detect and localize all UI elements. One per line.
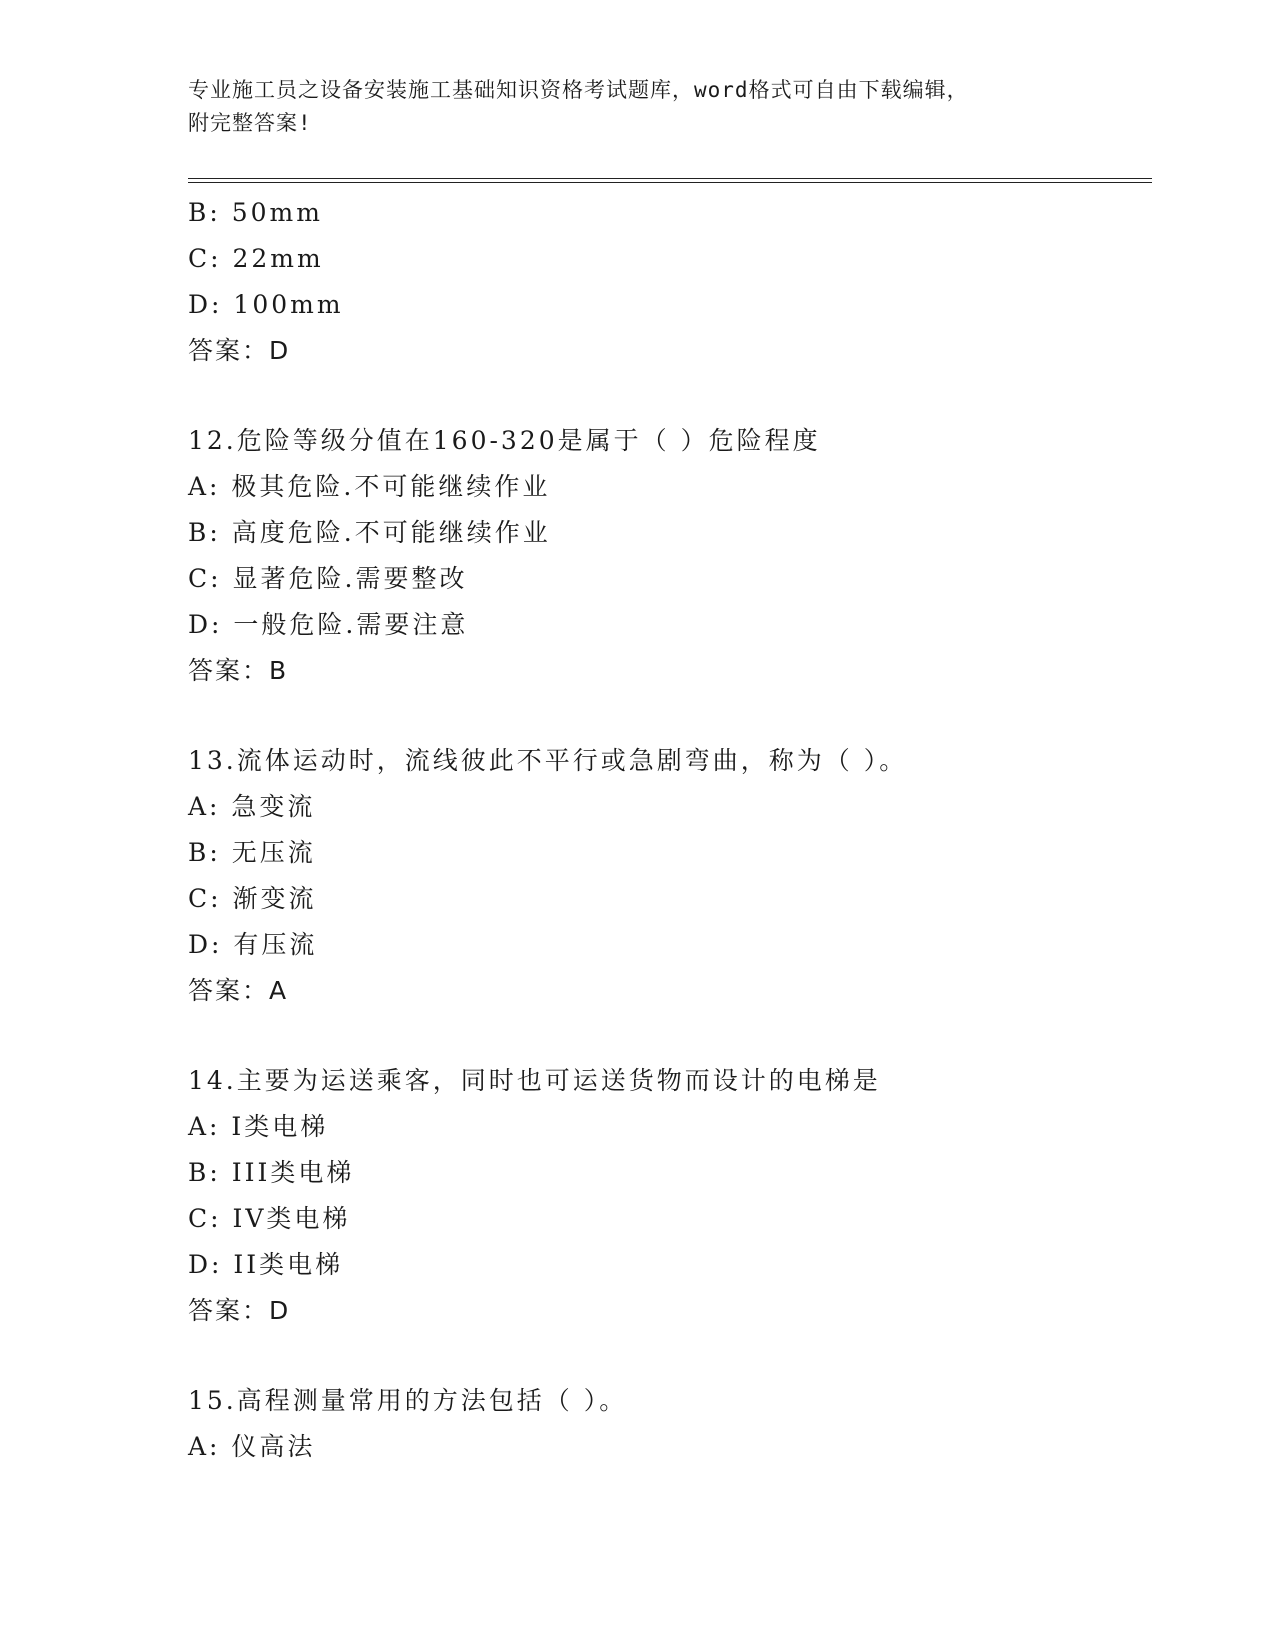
option-a: A: 仪高法 xyxy=(188,1432,316,1461)
answer-line: 答案：D xyxy=(188,1296,291,1325)
header-divider-bottom xyxy=(188,182,1152,183)
option-a: A: I类电梯 xyxy=(188,1112,329,1141)
question-13 xyxy=(188,738,1148,1014)
spacer xyxy=(188,694,1148,738)
option-c: C: 22mm xyxy=(188,244,324,273)
option-b: B: III类电梯 xyxy=(188,1158,355,1187)
option-a: A: 急变流 xyxy=(188,792,316,821)
spacer xyxy=(188,1014,1148,1058)
question-14 xyxy=(188,1058,1148,1334)
question-11-partial xyxy=(188,190,1148,374)
option-c: C: 渐变流 xyxy=(188,884,317,913)
option-d: D: 有压流 xyxy=(188,930,318,959)
question-list xyxy=(188,190,1148,1470)
option-b: B: 50mm xyxy=(188,198,323,227)
answer-line: 答案：B xyxy=(188,656,289,685)
option-d: D: 100mm xyxy=(188,290,344,319)
spacer xyxy=(188,374,1148,418)
option-d: D: II类电梯 xyxy=(188,1250,344,1279)
question-stem: 12.危险等级分值在160-320是属于（ ）危险程度 xyxy=(188,426,821,455)
header-divider-top xyxy=(188,178,1152,179)
option-c: C: IV类电梯 xyxy=(188,1204,351,1233)
answer-line: 答案：D xyxy=(188,336,291,365)
document-header xyxy=(188,74,1088,140)
question-stem: 15.高程测量常用的方法包括（ ）。 xyxy=(188,1386,628,1415)
question-stem: 14.主要为运送乘客，同时也可运送货物而设计的电梯是 xyxy=(188,1066,881,1095)
option-b: B: 无压流 xyxy=(188,838,316,867)
option-d: D: 一般危险.需要注意 xyxy=(188,610,469,639)
spacer xyxy=(188,1334,1148,1378)
header-line-2: 附完整答案! xyxy=(188,111,312,135)
question-stem: 13.流体运动时，流线彼此不平行或急剧弯曲，称为（ ）。 xyxy=(188,746,908,775)
option-c: C: 显著危险.需要整改 xyxy=(188,564,468,593)
option-a: A: 极其危险.不可能继续作业 xyxy=(188,472,551,501)
answer-line: 答案：A xyxy=(188,976,289,1005)
question-12 xyxy=(188,418,1148,694)
header-line-1: 专业施工员之设备安装施工基础知识资格考试题库，word格式可自由下载编辑， xyxy=(188,78,969,102)
option-b: B: 高度危险.不可能继续作业 xyxy=(188,518,551,547)
question-15 xyxy=(188,1378,1148,1470)
